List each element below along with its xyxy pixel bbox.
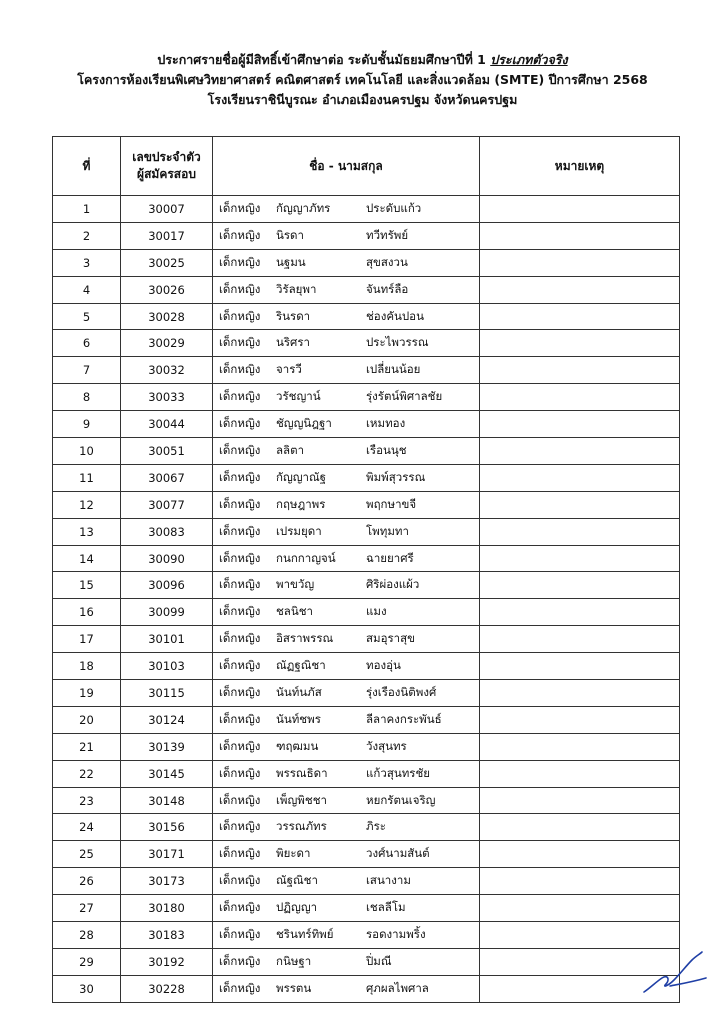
applicant-id: 30044 [121, 411, 213, 438]
last-name: ประดับแก้ว [366, 200, 422, 215]
remark-cell [480, 464, 680, 491]
name-title: เด็กหญิง [219, 200, 261, 215]
first-name: ลลิตา [276, 442, 305, 457]
remark-cell [480, 330, 680, 357]
name-title: เด็กหญิง [219, 792, 261, 807]
column-header-id-line1: เลขประจำตัว [132, 150, 201, 164]
name-group [213, 576, 479, 594]
name-group [213, 711, 479, 729]
column-header-name: ชื่อ - นามสกุล [213, 137, 480, 196]
name-title: เด็กหญิง [219, 389, 261, 404]
table-row [53, 411, 680, 438]
name-title: เด็กหญิง [219, 442, 261, 457]
remark-cell [480, 357, 680, 384]
row-number: 17 [53, 626, 121, 653]
applicant-name [213, 276, 480, 303]
applicant-name [213, 680, 480, 707]
applicant-id: 30083 [121, 518, 213, 545]
name-title: เด็กหญิง [219, 604, 261, 619]
applicant-id: 30148 [121, 787, 213, 814]
remark-cell [480, 733, 680, 760]
applicant-name [213, 357, 480, 384]
first-name: กนกกาญจน์ [276, 550, 336, 565]
school-name: โรงเรียนราชินีบูรณะ อำเภอเมืองนครปฐม จังหวัดนครปฐม [207, 92, 518, 107]
table-row [53, 733, 680, 760]
row-number: 4 [53, 276, 121, 303]
last-name: ช่องคันปอน [366, 308, 424, 323]
applicant-name [213, 948, 480, 975]
first-name: รินรดา [276, 308, 311, 323]
last-name: ศุภผลไพศาล [366, 980, 429, 995]
remark-cell [480, 760, 680, 787]
table-row [53, 895, 680, 922]
table-row [53, 303, 680, 330]
row-number: 20 [53, 706, 121, 733]
table-row [53, 680, 680, 707]
name-title: เด็กหญิง [219, 281, 261, 296]
name-title: เด็กหญิง [219, 765, 261, 780]
applicant-name [213, 841, 480, 868]
applicant-id: 30173 [121, 868, 213, 895]
last-name: สมอุราสุข [366, 631, 416, 646]
applicant-name [213, 733, 480, 760]
applicant-id: 30156 [121, 814, 213, 841]
row-number: 21 [53, 733, 121, 760]
remark-cell [480, 599, 680, 626]
applicant-id: 30139 [121, 733, 213, 760]
applicant-id: 30033 [121, 384, 213, 411]
row-number: 19 [53, 680, 121, 707]
table-row [53, 249, 680, 276]
remark-cell [480, 249, 680, 276]
table-row [53, 948, 680, 975]
first-name: เพ็ญพิชชา [276, 792, 327, 807]
name-group [213, 818, 479, 836]
remark-cell [480, 787, 680, 814]
name-group [213, 254, 479, 272]
first-name: วิรัลยุพา [276, 281, 317, 296]
remark-cell [480, 545, 680, 572]
row-number: 18 [53, 653, 121, 680]
remark-cell [480, 868, 680, 895]
first-name: พรรตน [276, 980, 312, 995]
announcement-title-text: ประกาศรายชื่อผู้มีสิทธิ์เข้าศึกษาต่อ ระดับชั้นมัธยมศึกษาปีที่ 1 [157, 52, 491, 67]
row-number: 24 [53, 814, 121, 841]
row-number: 28 [53, 922, 121, 949]
name-title: เด็กหญิง [219, 658, 261, 673]
applicant-name [213, 626, 480, 653]
applicant-name [213, 518, 480, 545]
name-title: เด็กหญิง [219, 469, 261, 484]
name-group [213, 980, 479, 998]
table-row [53, 518, 680, 545]
applicant-name [213, 491, 480, 518]
table-row [53, 491, 680, 518]
applicant-id: 30029 [121, 330, 213, 357]
last-name: ทองอุ่น [366, 658, 401, 673]
name-group [213, 334, 479, 352]
name-title: เด็กหญิง [219, 254, 261, 269]
applicant-id: 30228 [121, 975, 213, 1002]
name-group [213, 765, 479, 783]
row-number: 30 [53, 975, 121, 1002]
first-name: พรรณธิดา [276, 765, 328, 780]
first-name: นิรดา [276, 227, 304, 242]
applicant-name [213, 814, 480, 841]
last-name: ทวีทรัพย์ [366, 227, 409, 242]
first-name: พาขวัญ [276, 577, 315, 592]
program-title: โครงการห้องเรียนพิเศษวิทยาศาสตร์ คณิตศาสตร์ เทคโนโลยี และสิ่งแวดล้อม (SMTE) ปีการศึกษา 2568 [77, 72, 648, 87]
row-number: 27 [53, 895, 121, 922]
table-row [53, 222, 680, 249]
applicant-id: 30183 [121, 922, 213, 949]
applicant-name [213, 384, 480, 411]
table-row [53, 626, 680, 653]
remark-cell [480, 276, 680, 303]
applicant-name [213, 975, 480, 1002]
signature-mark [640, 948, 710, 998]
name-group [213, 926, 479, 944]
column-header-id-line2: ผู้สมัครสอบ [137, 167, 196, 181]
row-number: 8 [53, 384, 121, 411]
first-name: ณัฐณิชา [276, 873, 318, 888]
name-title: เด็กหญิง [219, 362, 261, 377]
row-number: 11 [53, 464, 121, 491]
last-name: เสนางาม [366, 873, 411, 888]
remark-cell [480, 895, 680, 922]
applicant-id: 30090 [121, 545, 213, 572]
first-name: กัญญาณัฐ [276, 469, 327, 484]
last-name: วังสุนทร [366, 738, 407, 753]
row-number: 7 [53, 357, 121, 384]
row-number: 22 [53, 760, 121, 787]
table-row [53, 438, 680, 465]
name-title: เด็กหญิง [219, 900, 261, 915]
remark-cell [480, 841, 680, 868]
last-name: รุ่งรัตน์พิศาลชัย [366, 389, 443, 404]
applicant-id: 30067 [121, 464, 213, 491]
applicant-id: 30103 [121, 653, 213, 680]
last-name: แก้วสุนทรชัย [366, 765, 431, 780]
table-row [53, 760, 680, 787]
name-title: เด็กหญิง [219, 631, 261, 646]
name-group [213, 630, 479, 648]
name-group [213, 792, 479, 810]
applicant-name [213, 599, 480, 626]
remark-cell [480, 653, 680, 680]
last-name: ภิระ [366, 819, 386, 834]
applicant-name [213, 922, 480, 949]
remark-cell [480, 680, 680, 707]
applicant-name [213, 653, 480, 680]
table-row [53, 841, 680, 868]
applicant-id: 30180 [121, 895, 213, 922]
first-name: วรรณภัทร [276, 819, 327, 834]
remark-cell [480, 222, 680, 249]
column-header-note: หมายเหตุ [480, 137, 680, 196]
applicant-name [213, 411, 480, 438]
applicant-name [213, 196, 480, 223]
last-name: สุขสงวน [366, 254, 408, 269]
table-body [53, 196, 680, 1003]
last-name: เหมทอง [366, 416, 406, 431]
row-number: 16 [53, 599, 121, 626]
last-name: จันทร์ลือ [366, 281, 409, 296]
name-title: เด็กหญิง [219, 496, 261, 511]
remark-cell [480, 384, 680, 411]
applicant-id: 30099 [121, 599, 213, 626]
first-name: ชรินทร์ทิพย์ [276, 926, 334, 941]
last-name: หยกรัตนเจริญ [366, 792, 436, 807]
last-name: วงศ์นามสันต์ [366, 846, 430, 861]
name-group [213, 845, 479, 863]
row-number: 9 [53, 411, 121, 438]
applicant-name [213, 706, 480, 733]
name-group [213, 281, 479, 299]
first-name: ณัฏฐณิชา [276, 658, 326, 673]
name-group [213, 388, 479, 406]
last-name: พิมพ์สุวรรณ [366, 469, 426, 484]
last-name: แมง [366, 604, 387, 619]
name-group [213, 200, 479, 218]
name-group [213, 899, 479, 917]
table-row [53, 814, 680, 841]
remark-cell [480, 518, 680, 545]
first-name: นริศรา [276, 335, 310, 350]
last-name: รอดงามพริ้ง [366, 926, 426, 941]
last-name: เปลี่ยนน้อย [366, 362, 421, 377]
row-number: 10 [53, 438, 121, 465]
name-title: เด็กหญิง [219, 227, 261, 242]
first-name: นันท์ชพร [276, 711, 321, 726]
remark-cell [480, 626, 680, 653]
first-name: กฤษฎาพร [276, 496, 326, 511]
applicant-name [213, 249, 480, 276]
applicant-id: 30051 [121, 438, 213, 465]
applicant-name [213, 545, 480, 572]
applicant-id: 30124 [121, 706, 213, 733]
column-header-id [121, 137, 213, 196]
first-name: ปฏิญญา [276, 900, 318, 915]
name-group [213, 603, 479, 621]
table-row [53, 975, 680, 1002]
applicant-id: 30171 [121, 841, 213, 868]
table-row [53, 599, 680, 626]
remark-cell [480, 572, 680, 599]
first-name: พิยะดา [276, 846, 311, 861]
name-title: เด็กหญิง [219, 577, 261, 592]
last-name: ปิ่มณี [366, 953, 392, 968]
applicant-id: 30192 [121, 948, 213, 975]
table-row [53, 196, 680, 223]
applicant-id: 30017 [121, 222, 213, 249]
applicant-name [213, 760, 480, 787]
first-name: ฑฤฒมน [276, 738, 319, 753]
first-name: นฐมน [276, 254, 306, 269]
table-row [53, 868, 680, 895]
last-name: รุ่งเรืองนิติพงศ์ [366, 684, 437, 699]
remark-cell [480, 411, 680, 438]
last-name: ฉายยาศรี [366, 550, 414, 565]
row-number: 29 [53, 948, 121, 975]
table-row [53, 706, 680, 733]
name-group [213, 361, 479, 379]
remark-cell [480, 706, 680, 733]
name-group [213, 872, 479, 890]
name-title: เด็กหญิง [219, 684, 261, 699]
header-row [53, 137, 680, 196]
row-number: 23 [53, 787, 121, 814]
remark-cell [480, 438, 680, 465]
row-number: 14 [53, 545, 121, 572]
signature-stroke [644, 952, 706, 992]
column-header-no: ที่ [53, 137, 121, 196]
applicant-name [213, 438, 480, 465]
name-group [213, 738, 479, 756]
applicant-name [213, 330, 480, 357]
applicant-id: 30101 [121, 626, 213, 653]
admission-type: ประเภทตัวจริง [490, 52, 568, 67]
row-number: 6 [53, 330, 121, 357]
remark-cell [480, 814, 680, 841]
row-number: 26 [53, 868, 121, 895]
name-title: เด็กหญิง [219, 953, 261, 968]
name-group [213, 308, 479, 326]
row-number: 13 [53, 518, 121, 545]
applicant-name [213, 572, 480, 599]
first-name: นันท์นภัส [276, 684, 322, 699]
applicant-name [213, 895, 480, 922]
last-name: พฤกษาขจี [366, 496, 417, 511]
row-number: 12 [53, 491, 121, 518]
applicant-name [213, 868, 480, 895]
remark-cell [480, 303, 680, 330]
name-title: เด็กหญิง [219, 550, 261, 565]
name-group [213, 657, 479, 675]
name-group [213, 953, 479, 971]
row-number: 25 [53, 841, 121, 868]
table-row [53, 384, 680, 411]
name-title: เด็กหญิง [219, 416, 261, 431]
name-title: เด็กหญิง [219, 846, 261, 861]
admission-list-table [52, 136, 680, 1003]
name-group [213, 684, 479, 702]
name-title: เด็กหญิง [219, 335, 261, 350]
applicant-id: 30026 [121, 276, 213, 303]
first-name: เปรมยุดา [276, 523, 322, 538]
name-title: เด็กหญิง [219, 308, 261, 323]
name-title: เด็กหญิง [219, 523, 261, 538]
table-row [53, 330, 680, 357]
name-title: เด็กหญิง [219, 980, 261, 995]
last-name: ประไพวรรณ [366, 335, 429, 350]
name-group [213, 469, 479, 487]
first-name: กัญญาภัทร [276, 200, 331, 215]
first-name: จารวี [276, 362, 302, 377]
name-group [213, 496, 479, 514]
name-group [213, 550, 479, 568]
last-name: ลีลาคงกระพันธ์ [366, 711, 442, 726]
applicant-id: 30096 [121, 572, 213, 599]
applicant-id: 30077 [121, 491, 213, 518]
first-name: วรัชญาน์ [276, 389, 321, 404]
last-name: เรือนนุช [366, 442, 407, 457]
first-name: ชลนิชา [276, 604, 313, 619]
applicant-name [213, 787, 480, 814]
name-title: เด็กหญิง [219, 711, 261, 726]
table-row [53, 922, 680, 949]
applicant-id: 30025 [121, 249, 213, 276]
applicant-id: 30032 [121, 357, 213, 384]
table-row [53, 464, 680, 491]
table-row [53, 787, 680, 814]
row-number: 1 [53, 196, 121, 223]
last-name: ศิริผ่องแผ้ว [366, 577, 420, 592]
name-group [213, 442, 479, 460]
applicant-id: 30028 [121, 303, 213, 330]
table-row [53, 357, 680, 384]
last-name: โพทุมทา [366, 523, 409, 538]
table-row [53, 572, 680, 599]
table-header [53, 137, 680, 196]
remark-cell [480, 922, 680, 949]
name-title: เด็กหญิง [219, 819, 261, 834]
table-row [53, 653, 680, 680]
row-number: 2 [53, 222, 121, 249]
applicant-name [213, 303, 480, 330]
remark-cell [480, 196, 680, 223]
table-row [53, 276, 680, 303]
first-name: กนิษฐา [276, 953, 312, 968]
name-group [213, 227, 479, 245]
name-title: เด็กหญิง [219, 873, 261, 888]
applicant-id: 30145 [121, 760, 213, 787]
row-number: 5 [53, 303, 121, 330]
applicant-name [213, 222, 480, 249]
last-name: เชลลีโม [366, 900, 406, 915]
applicant-name [213, 464, 480, 491]
name-title: เด็กหญิง [219, 738, 261, 753]
name-title: เด็กหญิง [219, 926, 261, 941]
announcement-title [0, 50, 725, 70]
applicant-id: 30115 [121, 680, 213, 707]
name-group [213, 415, 479, 433]
row-number: 3 [53, 249, 121, 276]
table-row [53, 545, 680, 572]
first-name: ชัญญนิฎฐา [276, 416, 332, 431]
remark-cell [480, 491, 680, 518]
row-number: 15 [53, 572, 121, 599]
name-group [213, 523, 479, 541]
document-header [0, 50, 725, 110]
first-name: อิสราพรรณ [276, 631, 334, 646]
applicant-id: 30007 [121, 196, 213, 223]
